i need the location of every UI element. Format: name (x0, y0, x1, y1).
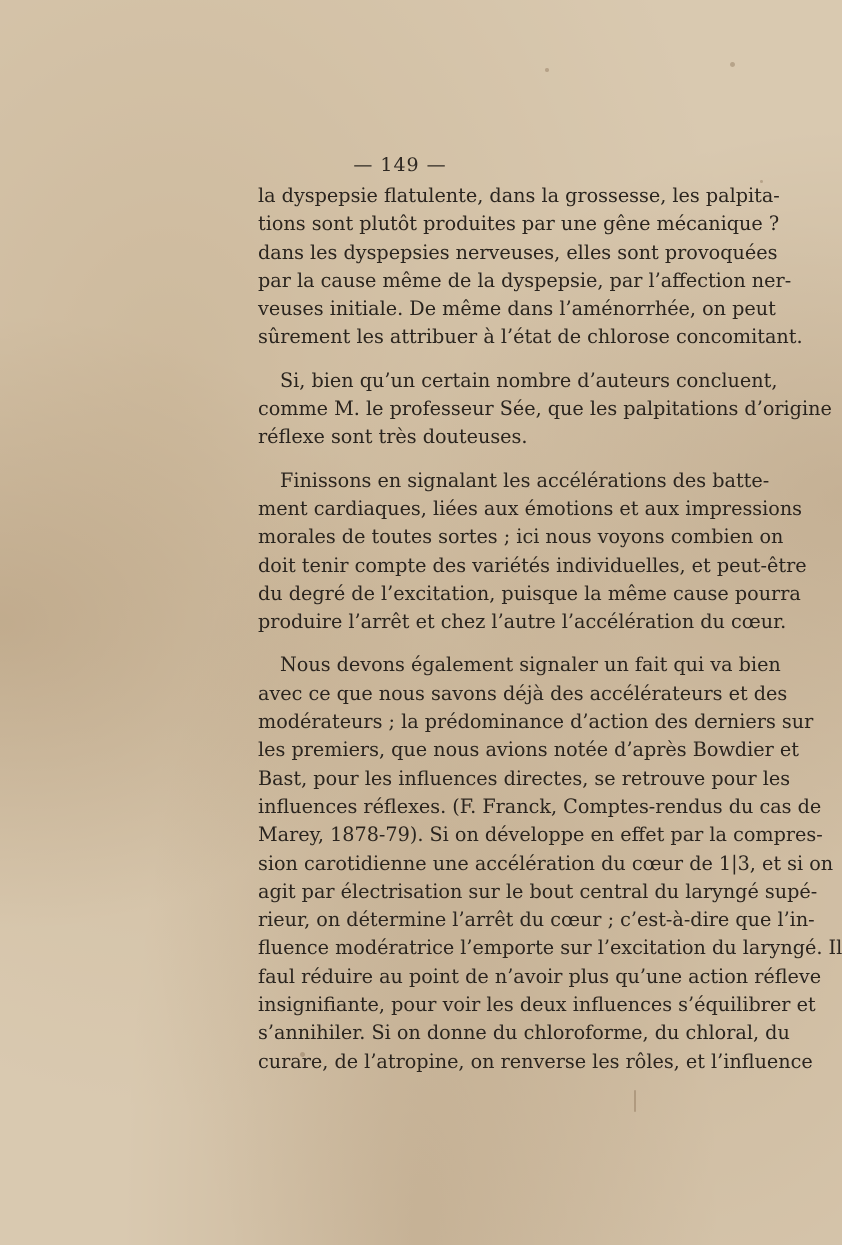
text-line: influences réflexes. (F. Franck, Comptes-rendus du cas de (258, 794, 822, 818)
text-line: Finissons en signalant les accélérations des batte- (280, 468, 770, 492)
paper-blemish (634, 1090, 636, 1112)
text-line: produire l’arrêt et chez l’autre l’accélération du cœur. (258, 610, 787, 634)
text-line: fluence modératrice l’emporte sur l’excitation du laryngé. Il (258, 936, 842, 960)
paragraph-4 (258, 651, 842, 1075)
text-line: les premiers, que nous avions notée d’après Bowdier et (258, 738, 799, 762)
text-line: s’annihiler. Si on donne du chloroforme, du chloral, du (258, 1021, 790, 1045)
text-line: la dyspepsie flatulente, dans la grossesse, les palpita- (258, 184, 780, 207)
paper-blemish (545, 68, 549, 72)
text-line: Nous devons également signaler un fait qui va bien (280, 653, 781, 677)
text-line: modérateurs ; la prédominance d’action des derniers sur (258, 710, 814, 734)
text-line: avec ce que nous savons déjà des accélérateurs et des (258, 681, 788, 705)
text-line: sûrement les attribuer à l’état de chlorose concomitant. (258, 325, 803, 349)
page-number: — 149 — (353, 154, 447, 176)
text-line: Marey, 1878-79). Si on développe en effet par la compres- (258, 823, 823, 847)
text-line: par la cause même de la dyspepsie, par l’affection ner- (258, 268, 792, 292)
text-line: insignifiante, pour voir les deux influences s’équilibrer et (258, 993, 816, 1017)
text-line: tions sont plutôt produites par une gêne mécanique ? (258, 212, 780, 236)
text-line: faul réduire au point de n’avoir plus qu’une action réfleve (258, 964, 822, 988)
paragraph-3 (258, 467, 807, 637)
text-line: réflexe sont très douteuses. (258, 425, 528, 449)
text-line: agit par électrisation sur le bout central du laryngé supé- (258, 879, 818, 903)
text-line: Bast, pour les influences directes, se retrouve pour les (258, 766, 791, 790)
text-line: dans les dyspepsies nerveuses, elles sont provoquées (258, 240, 778, 264)
text-line: Si, bien qu’un certain nombre d’auteurs concluent, (280, 368, 778, 392)
text-line: morales de toutes sortes ; ici nous voyons combien on (258, 525, 784, 549)
text-line: sion carotidienne une accélération du cœur de 1|3, et si on (258, 851, 834, 875)
text-line: comme M. le professeur Sée, que les palpitations d’origine (258, 397, 832, 421)
text-line: veuses initiale. De même dans l’aménorrhée, on peut (258, 297, 776, 321)
text-line: ment cardiaques, liées aux émotions et aux impressions (258, 496, 803, 520)
body-text (258, 182, 842, 1091)
text-line: rieur, on détermine l’arrêt du cœur ; c’est-à-dire que l’in- (258, 908, 815, 932)
paper-blemish (730, 62, 735, 67)
text-line: du degré de l’excitation, puisque la même cause pourra (258, 581, 801, 605)
paragraph-1 (258, 182, 803, 352)
text-line: curare, de l’atropine, on renverse les rôles, et l’influence (258, 1049, 813, 1073)
text-line: doit tenir compte des variétés individuelles, et peut-être (258, 553, 807, 577)
paragraph-2 (258, 367, 832, 452)
